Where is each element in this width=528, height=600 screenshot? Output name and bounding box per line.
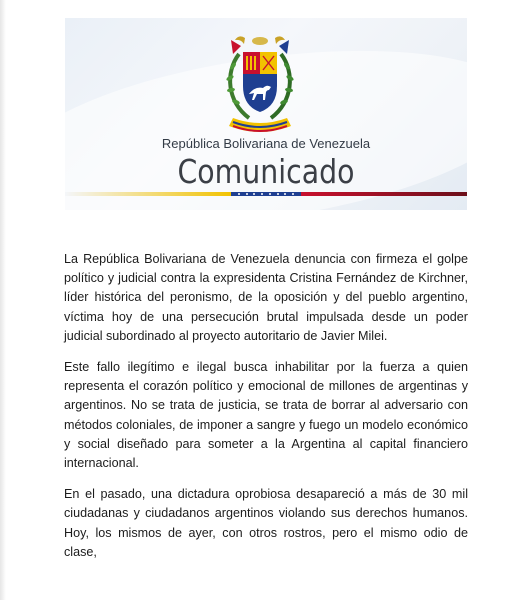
page-title: Comunicado [177,152,355,191]
stripe-stars [231,192,301,196]
stripe-red [301,192,467,196]
stripe-yellow [65,192,231,196]
paragraph-1: La República Bolivariana de Venezuela denuncia con firmeza el golpe político y judicial contra la expresidenta Cristina Fernández de Kirchner, líder histórica del peronismo, de la oposición y del pueblo argentino, víctima hoy de una persecución brutal impulsada desde un poder judicial subordinado al proyecto autoritario de Javier Milei. [64,252,468,343]
republic-name: República Bolivariana de Venezuela [161,136,371,151]
header-banner [65,18,467,210]
paragraph-3: En el pasado, una dictadura oprobiosa desapareció a más de 30 mil ciudadanas y ciudadanos argentinos violando sus derechos humanos. Hoy, los mismos de ayer, con otros rostros, pero el mismo odio de clase, [64,487,468,559]
venezuela-coat-of-arms-icon [215,32,305,136]
communique-body [64,250,468,574]
page-edge [0,0,6,600]
paragraph-2: Este fallo ilegítimo e ilegal busca inhabilitar por la fuerza a quien representa el corazón político y emocional de millones de argentinas y argentinos. No se trata de justicia, se trata de borrar al adversario con métodos coloniales, de imponer a sangre y fuego un modelo económico y social diseñado para someter a la Argentina al capital financiero internacional. [64,360,468,471]
flag-stripe [65,192,467,196]
stripe-blue [231,192,301,196]
